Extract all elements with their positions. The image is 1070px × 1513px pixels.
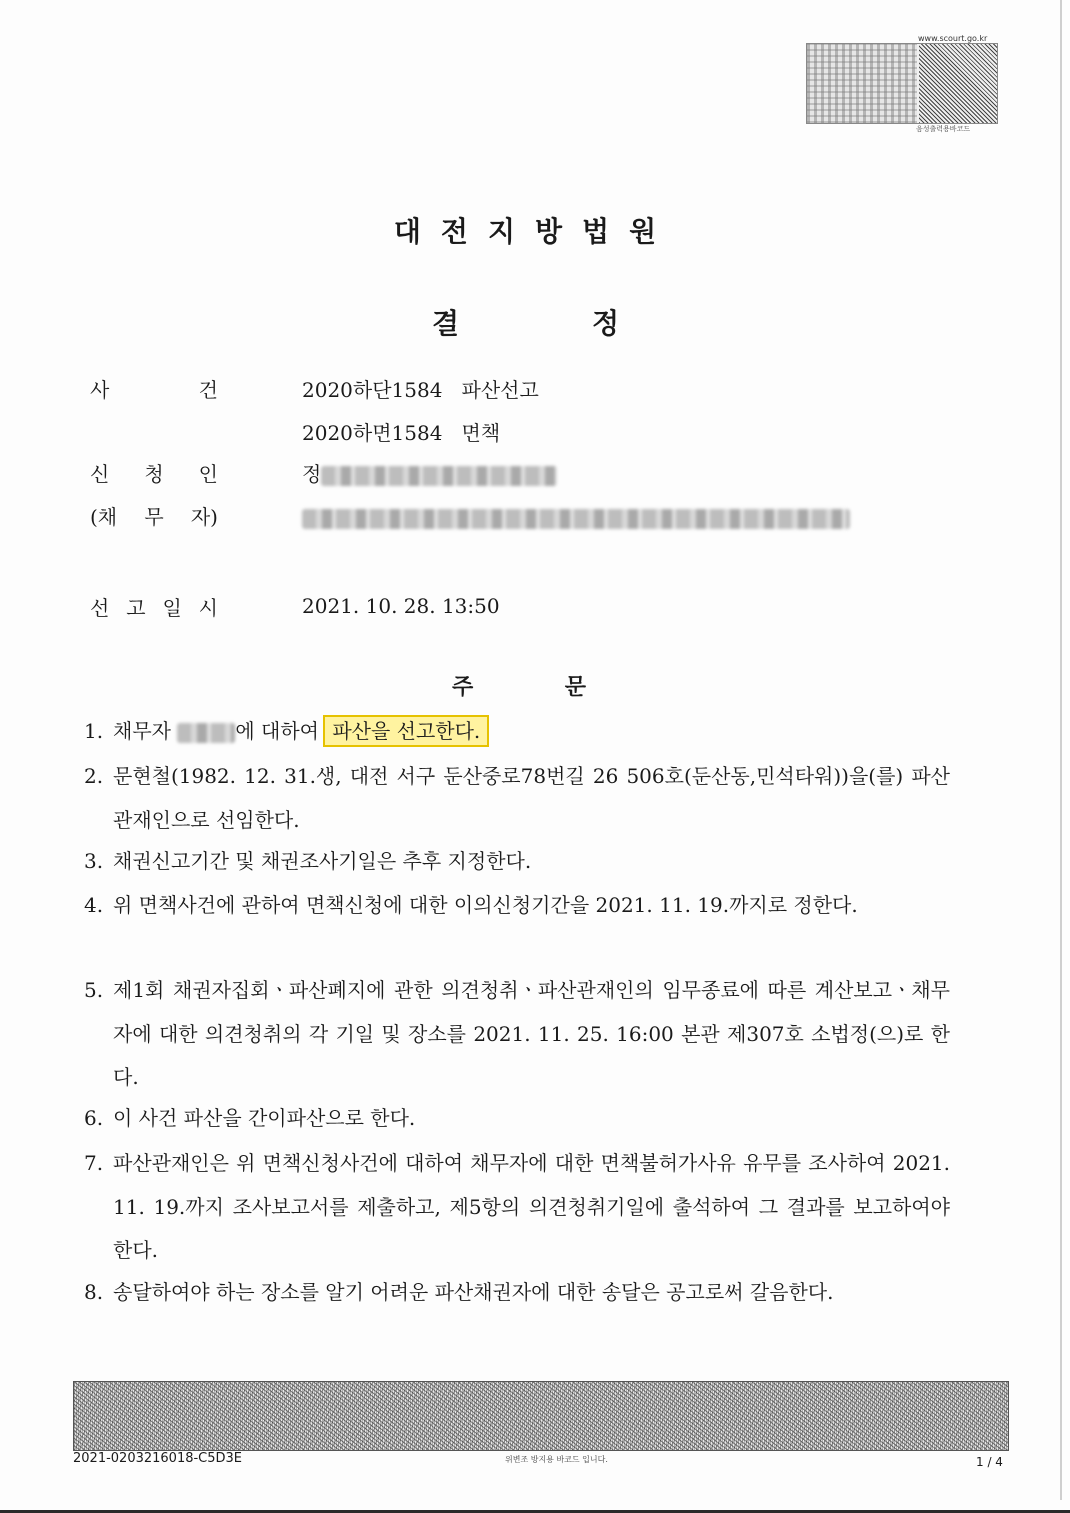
order-item-6: 6. 이 사건 파산을 간이파산으로 한다. <box>84 1106 416 1130</box>
page-number: 1 / 4 <box>976 1455 1003 1469</box>
redacted-address <box>302 509 850 529</box>
order-item-8: 8. 송달하여야 하는 장소를 알기 어려운 파산채권자에 대한 송달은 공고로써 갈음한다. <box>84 1280 834 1304</box>
case-row-1 <box>302 374 539 403</box>
case-type-2: 면책 <box>461 421 501 445</box>
barcode-pattern-right <box>919 44 997 123</box>
site-url: www.scourt.go.kr <box>918 34 988 43</box>
redacted-name <box>177 723 235 743</box>
order-item-1: 1. 채무자 에 대하여 파산을 선고한다. <box>84 710 950 754</box>
redacted-id <box>321 466 557 486</box>
audio-barcode <box>806 43 998 124</box>
applicant-value <box>302 458 557 487</box>
order-item-4: 4. 위 면책사건에 관하여 면책신청에 대한 이의신청기간을 2021. 11. 19.까지로 정한다. <box>84 893 858 917</box>
case-label: 사 건 <box>90 378 218 402</box>
debtor-address <box>302 505 850 529</box>
debtor-label: (채 무 자) <box>90 505 218 529</box>
applicant-label: 신 청 인 <box>90 462 218 486</box>
document-id: 2021-0203216018-C5D3E <box>73 1451 243 1466</box>
case-type-1: 파산선고 <box>461 378 539 402</box>
order-title: 주 문 <box>452 675 586 700</box>
order-item-7: 7. 파산관재인은 위 면책신청사건에 대하여 채무자에 대한 면책불허가사유 유무를 조사하여 2021. 11. 19.까지 조사보고서를 제출하고, 제5항의 의견청취기일에 출석하여 그 결과를 보고하여야 한다. <box>84 1151 950 1262</box>
highlighted-ruling: 파산을 선고한다. <box>325 717 487 745</box>
doc-type-char-2: 정 <box>592 307 620 340</box>
case-row-2 <box>302 417 500 446</box>
audio-barcode-caption: 음성출력용바코드 <box>916 125 971 133</box>
order-item-3: 3. 채권신고기간 및 채권조사기일은 추후 지정한다. <box>84 849 532 873</box>
date-value: 2021. 10. 28. 13:50 <box>302 594 500 618</box>
date-label: 선 고 일 시 <box>90 596 218 620</box>
anti-forgery-caption: 위변조 방지용 바코드 입니다. <box>505 1455 608 1464</box>
applicant-name: 정 <box>302 462 322 486</box>
anti-forgery-barcode <box>73 1381 1009 1451</box>
order-item-2: 2. 문현철(1982. 12. 31.생, 대전 서구 둔산중로78번길 26 506호(둔산동,민석타워))을(를) 파산관재인으로 선임한다. <box>84 764 950 832</box>
case-number-2: 2020하면1584 <box>302 421 443 445</box>
doc-type-char-1: 결 <box>432 307 460 340</box>
case-number-1: 2020하단1584 <box>302 378 443 402</box>
order-item-5: 5. 제1회 채권자집회ㆍ파산폐지에 관한 의견청취ㆍ파산관재인의 임무종료에 따른 계산보고ㆍ채무자에 대한 의견청취의 각 기일 및 장소를 2021. 11. 25. 16:00 본관 제307호 소법정(으)로 한다. <box>84 978 950 1089</box>
court-name: 대전지방법원 <box>393 215 677 248</box>
barcode-pattern-left <box>807 44 917 123</box>
